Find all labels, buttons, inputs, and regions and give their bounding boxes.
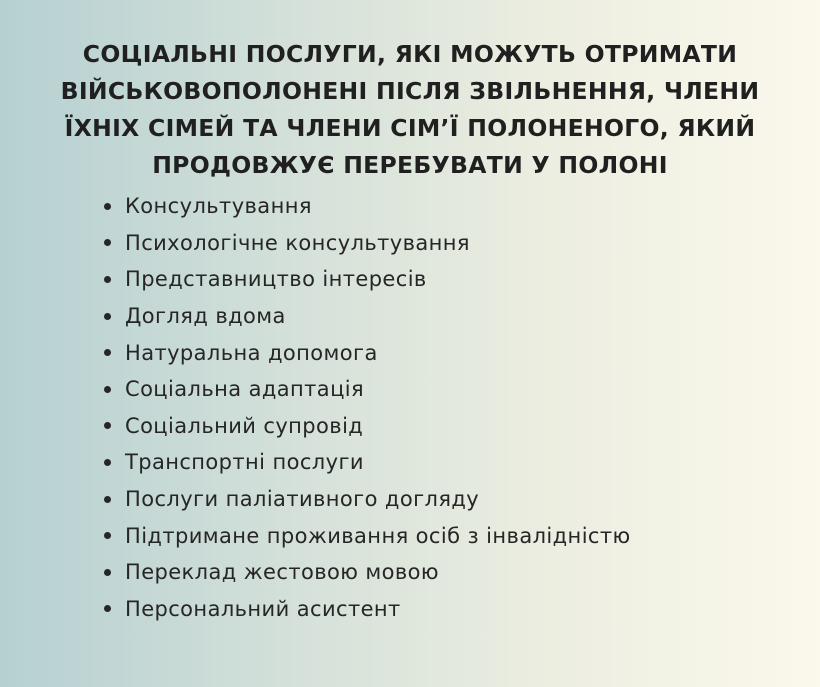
bullet-icon: [104, 386, 111, 393]
bullet-icon: [104, 239, 111, 246]
list-item: [98, 408, 631, 445]
bullet-icon: [104, 459, 111, 466]
bullet-icon: [104, 496, 111, 503]
service-label: Послуги паліативного догляду: [125, 487, 480, 512]
bullet-icon: [104, 313, 111, 320]
bullet-icon: [104, 203, 111, 210]
bullet-icon: [104, 276, 111, 283]
list-item: [98, 371, 631, 408]
service-label: Підтримане проживання осіб з інвалідністю: [125, 523, 631, 548]
services-list: [98, 188, 631, 627]
service-label: Догляд вдома: [125, 304, 286, 329]
service-label: Консультування: [125, 194, 312, 219]
service-label: Соціальна адаптація: [125, 377, 365, 402]
list-item: [98, 261, 631, 298]
list-item: [98, 444, 631, 481]
service-label: Персональний асистент: [125, 596, 401, 621]
service-label: Представництво інтересів: [125, 267, 427, 292]
service-label: Натуральна допомога: [125, 340, 378, 365]
list-item: [98, 554, 631, 591]
title-line: ЇХНІХ СІМЕЙ ТА ЧЛЕНИ СІМ’Ї ПОЛОНЕНОГО, ЯКИЙ: [64, 114, 756, 142]
list-item: [98, 188, 631, 225]
list-item: [98, 298, 631, 335]
service-label: Переклад жестовою мовою: [125, 560, 439, 585]
bullet-icon: [104, 532, 111, 539]
service-label: Транспортні послуги: [125, 450, 364, 475]
bullet-icon: [104, 349, 111, 356]
list-item: [98, 481, 631, 518]
bullet-icon: [104, 605, 111, 612]
list-item: [98, 591, 631, 628]
title-line: ВІЙСЬКОВОПОЛОНЕНІ ПІСЛЯ ЗВІЛЬНЕННЯ, ЧЛЕНИ: [60, 77, 760, 105]
service-label: Психологічне консультування: [125, 230, 470, 255]
title-line: ПРОДОВЖУЄ ПЕРЕБУВАТИ У ПОЛОНІ: [152, 151, 668, 179]
page-title: [40, 36, 780, 184]
title-line: СОЦІАЛЬНІ ПОСЛУГИ, ЯКІ МОЖУТЬ ОТРИМАТИ: [82, 40, 738, 68]
bullet-icon: [104, 422, 111, 429]
service-label: Соціальний супровід: [125, 413, 364, 438]
list-item: [98, 225, 631, 262]
list-item: [98, 334, 631, 371]
bullet-icon: [104, 569, 111, 576]
list-item: [98, 517, 631, 554]
